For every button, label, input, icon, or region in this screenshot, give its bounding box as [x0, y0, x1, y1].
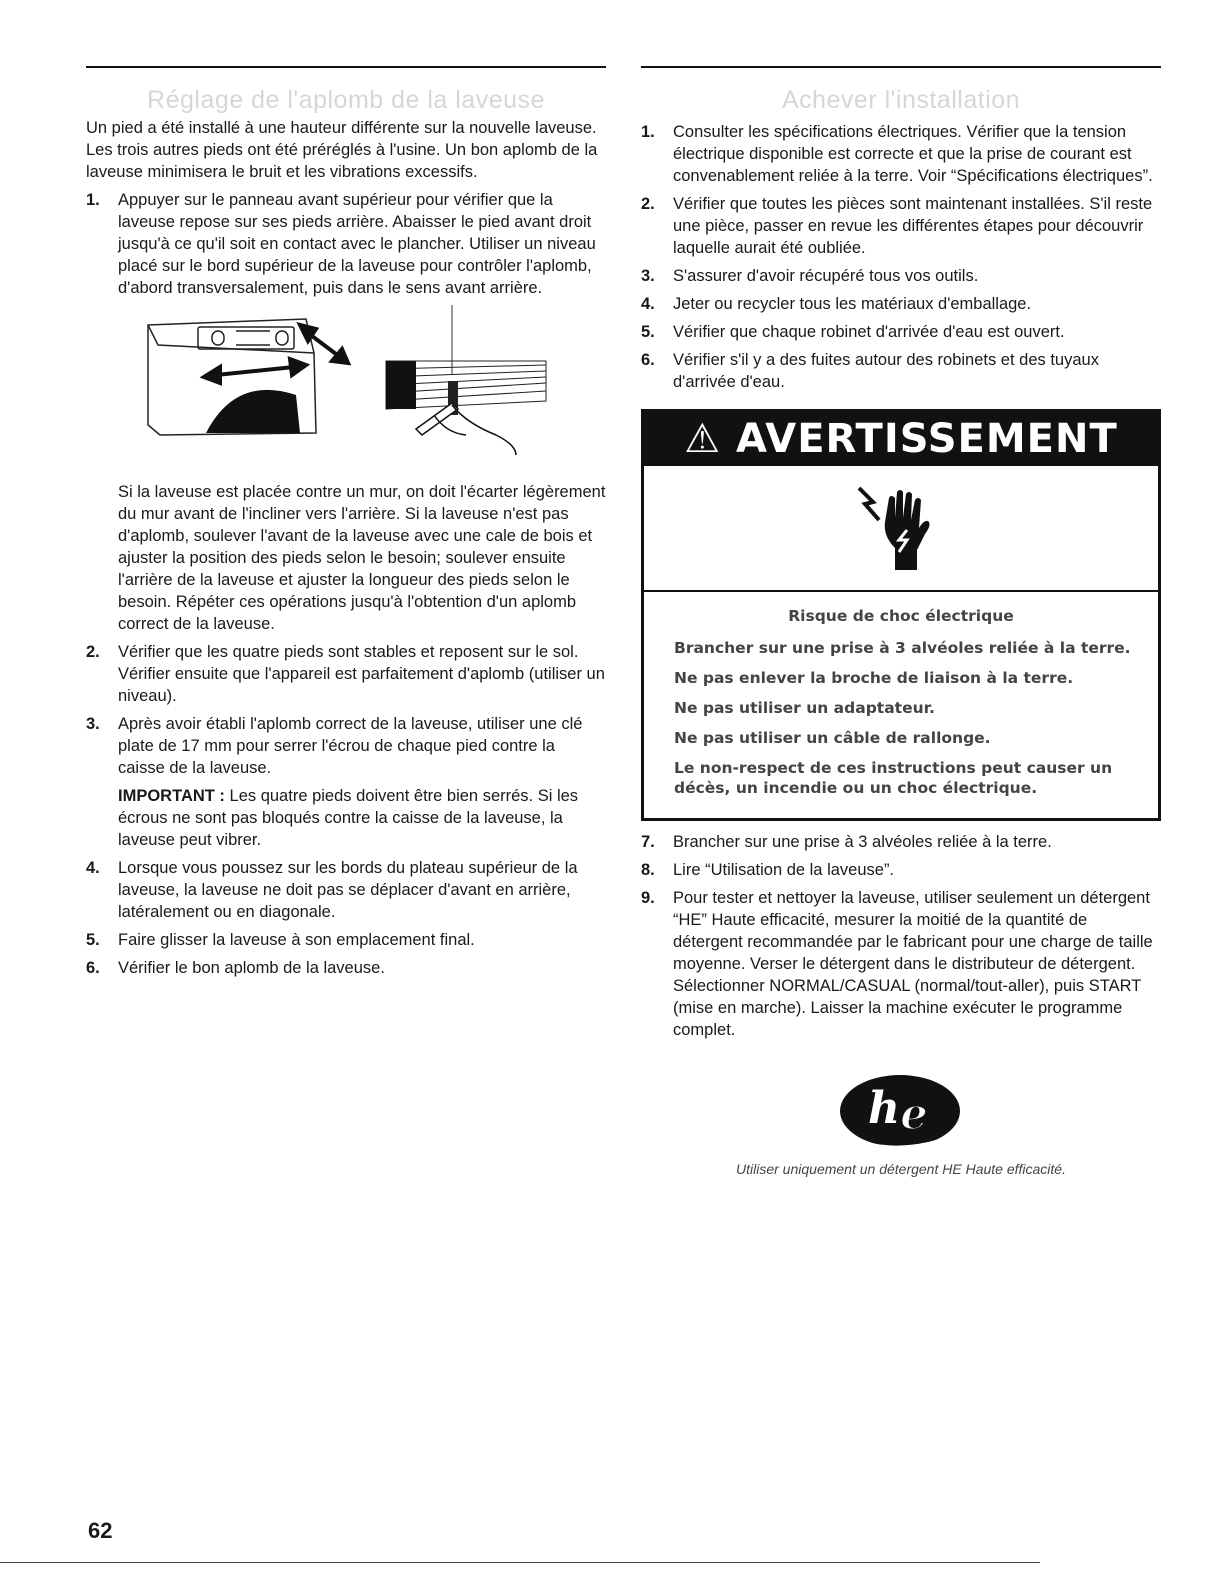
step-text: Consulter les spécifications électriques. Vérifier que la tension électrique disponible est correcte et que la prise de courant est convenablement reliée à la terre. Voir “Spécifications électriques”.: [673, 123, 1153, 185]
finish-steps-continued: [641, 831, 1161, 1041]
intro-paragraph: Un pied a été installé à une hauteur différente sur la nouvelle laveuse. Les trois autres pieds ont été préréglés à l'usine. Un bon aplomb de la laveuse minimisera le bruit et les vibrations excessifs.: [86, 119, 598, 181]
step-text: Faire glisser la laveuse à son emplacement final.: [118, 931, 475, 949]
section-rule: [641, 66, 1161, 68]
step1-followup: Si la laveuse est placée contre un mur, on doit l'écarter légèrement du mur avant de l'incliner vers l'arrière. Si la laveuse n'est pas d'aplomb, soulever l'avant de la laveuse avec une cale de bois et ajuster la position des pieds selon le besoin; soulever ensuite l'arrière de la laveuse et ajuster la longueur des pieds selon le besoin. Répéter ces opérations jusqu'à l'obtention d'un aplomb correct de la laveuse.: [118, 483, 606, 633]
page-number: 62: [88, 1518, 113, 1543]
step-number: 3.: [86, 715, 100, 733]
he-logo: [836, 1067, 966, 1157]
bottom-rule: [0, 1562, 1040, 1563]
list-item: [86, 957, 606, 979]
step-number: 1.: [641, 123, 655, 141]
warning-line: Ne pas utiliser un adaptateur.: [674, 699, 935, 717]
step-text: Brancher sur une prise à 3 alvéoles reliée à la terre.: [673, 833, 1052, 851]
list-item: [86, 857, 606, 923]
important-label: IMPORTANT :: [118, 787, 225, 805]
list-item: [86, 929, 606, 951]
warning-subtitle: Risque de choc électrique: [788, 607, 1014, 625]
step-text: Après avoir établi l'aplomb correct de la laveuse, utiliser une clé plate de 17 mm pour serrer l'écrou de chaque pied contre la caisse de la laveuse.: [118, 715, 583, 777]
step-text: Lorsque vous poussez sur les bords du plateau supérieur de la laveuse, la laveuse ne doit pas se déplacer d'avant en arrière, latéralement ou en diagonale.: [118, 859, 578, 921]
list-item: [86, 641, 606, 707]
list-item: [641, 887, 1161, 1041]
right-column: [641, 66, 1161, 1177]
step-number: 1.: [86, 191, 100, 209]
he-caption: Utiliser uniquement un détergent HE Haute efficacité.: [736, 1161, 1066, 1177]
warning-triangle-icon: ⚠: [684, 416, 722, 462]
step-number: 4.: [641, 295, 655, 313]
list-item: [641, 193, 1161, 259]
step-text: Jeter ou recycler tous les matériaux d'emballage.: [673, 295, 1032, 313]
step-number: 5.: [86, 931, 100, 949]
warning-title: AVERTISSEMENT: [736, 416, 1118, 462]
warning-line: Ne pas utiliser un câble de rallonge.: [674, 729, 991, 747]
step-text: Vérifier s'il y a des fuites autour des robinets et des tuyaux d'arrivée d'eau.: [673, 351, 1099, 391]
finish-steps: [641, 121, 1161, 393]
step-number: 6.: [641, 351, 655, 369]
warning-text: [644, 592, 1158, 818]
list-item: [641, 349, 1161, 393]
step-text: Vérifier le bon aplomb de la laveuse.: [118, 959, 385, 977]
step-number: 3.: [641, 267, 655, 285]
important-text: Les quatre pieds doivent être bien serrés. Si les écrous ne sont pas bloqués contre la caisse de la laveuse, la laveuse peut vibrer.: [118, 787, 579, 849]
list-item: [641, 321, 1161, 343]
step-number: 2.: [641, 195, 655, 213]
leveling-illustration: [86, 305, 606, 473]
list-item: [641, 293, 1161, 315]
list-item: [641, 265, 1161, 287]
step-text: Lire “Utilisation de la laveuse”.: [673, 861, 895, 879]
list-item: [641, 121, 1161, 187]
warning-line: Le non-respect de ces instructions peut causer un décès, un incendie ou un choc électrique.: [674, 759, 1113, 797]
step-text: Vérifier que toutes les pièces sont maintenant installées. S'il reste une pièce, passer en revue les différentes étapes pour découvrir laquelle aurait été oubliée.: [673, 195, 1153, 257]
step-number: 2.: [86, 643, 100, 661]
left-column: [86, 66, 606, 979]
step-number: 5.: [641, 323, 655, 341]
step-text: Pour tester et nettoyer la laveuse, utiliser seulement un détergent “HE” Haute efficacité, mesurer la moitié de la quantité de détergent recommandée par le fabricant pour une charge de taille moyenne. Verser le détergent dans le distributeur de détergent. Sélectionner NORMAL/CASUAL (normal/tout-aller), puis START (mise en marche). Laisser la machine exécuter le programme complet.: [673, 889, 1153, 1039]
list-item: [86, 189, 606, 299]
section-title-leveling: Réglage de l'aplomb de la laveuse: [147, 86, 545, 114]
section-title-finish: Achever l'installation: [781, 86, 1021, 114]
step-text: S'assurer d'avoir récupéré tous vos outils.: [673, 267, 979, 285]
list-item: [641, 831, 1161, 853]
shock-hazard-icon-area: [644, 466, 1158, 592]
leveling-steps: [86, 189, 606, 299]
step-text: Appuyer sur le panneau avant supérieur pour vérifier que la laveuse repose sur ses pieds arrière. Abaisser le pied avant droit jusqu'à ce qu'il soit en contact avec le plancher. Utiliser un niveau placé sur le bord supérieur de la laveuse pour contrôler l'aplomb, d'abord transversalement, puis dans le sens avant arrière.: [118, 191, 596, 297]
step-text: Vérifier que chaque robinet d'arrivée d'eau est ouvert.: [673, 323, 1065, 341]
warning-line: Ne pas enlever la broche de liaison à la terre.: [674, 669, 1074, 687]
step-text: Vérifier que les quatre pieds sont stables et reposent sur le sol. Vérifier ensuite que l'appareil est parfaitement d'aplomb (utiliser un niveau).: [118, 643, 605, 705]
svg-text:e: e: [900, 1089, 928, 1140]
list-item: [86, 713, 606, 851]
step-number: 4.: [86, 859, 100, 877]
step-number: 8.: [641, 861, 655, 879]
important-note: [118, 785, 606, 851]
he-logo-icon: [836, 1067, 966, 1157]
warning-box: [641, 409, 1161, 821]
section-rule: [86, 66, 606, 68]
warning-line: Brancher sur une prise à 3 alvéoles reliée à la terre.: [674, 639, 1131, 657]
step-number: 7.: [641, 833, 655, 851]
step-number: 6.: [86, 959, 100, 977]
step-number: 9.: [641, 889, 655, 907]
list-item: [641, 859, 1161, 881]
warning-header: [644, 412, 1158, 466]
electric-shock-hand-icon: [849, 478, 949, 578]
leveling-steps-continued: [86, 641, 606, 979]
svg-text:h: h: [868, 1083, 900, 1134]
washer-level-wrench-illustration: [86, 305, 606, 473]
